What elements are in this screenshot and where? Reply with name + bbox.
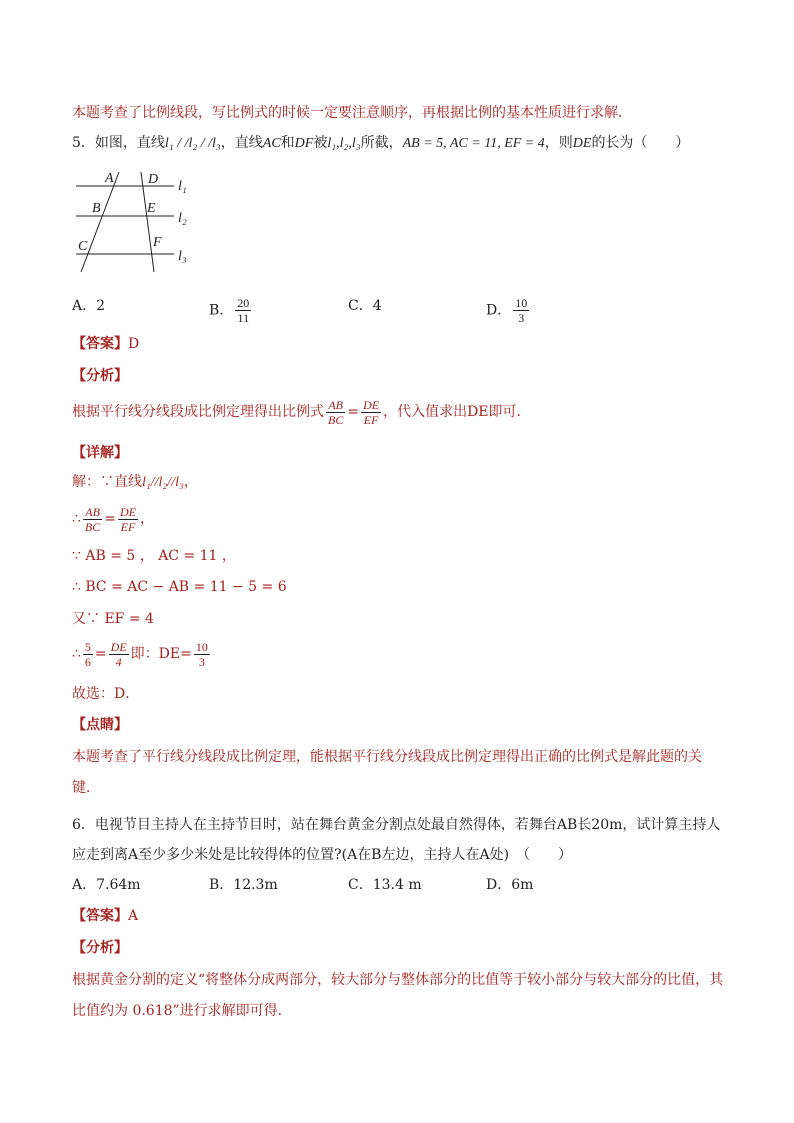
q6-option-c-value: 13.4 m (372, 877, 422, 893)
q5-option-a-label: A． (72, 298, 97, 314)
equals: = (104, 511, 116, 527)
label-l2: l₂ (178, 211, 187, 226)
q5-comment-tag: 【点睛】 (72, 717, 128, 733)
frac-den: 6 (84, 654, 91, 669)
detail-1c: ， (183, 474, 198, 490)
frac-den: EF (363, 412, 379, 427)
q5-analysis (72, 395, 531, 429)
q6-option-b-value: 12.3m (233, 877, 278, 893)
q5-given: AB = 5, AC = 11, EF = 4 (402, 136, 545, 151)
analysis-frac-2 (361, 398, 381, 427)
q5-detail-6 (72, 636, 212, 672)
q5-detail-3: ∵ AB = 5 ， AC = 11 ， (72, 548, 236, 564)
frac-num: 10 (195, 639, 208, 654)
q6-option-d-value: 6m (511, 877, 534, 893)
frac-num: 5 (84, 639, 91, 654)
label-e: E (147, 201, 156, 216)
intro-review: 本题考查了比例线段，写比例式的时候一定要注意顺序，再根据比例的基本性质进行求解． (72, 105, 632, 121)
frac-num: DE (120, 504, 136, 519)
frac-den: 11 (237, 311, 250, 325)
q6-option-c-label: C． (348, 877, 373, 893)
frac-den: BC (328, 412, 344, 427)
q5-lines: l₁,l₂,l₃ (327, 136, 361, 151)
answer-tag: 【答案】 (72, 336, 128, 352)
label-l3: l₃ (178, 249, 187, 264)
detail-frac-5 (194, 640, 210, 669)
q5-stem-a: 如图，直线 (94, 135, 165, 151)
q5-option-c (348, 296, 382, 316)
q6-option-a (72, 875, 141, 895)
q5-figure (72, 168, 202, 278)
q5-option-c-value: 4 (372, 298, 382, 314)
frac-den: EF (120, 519, 136, 534)
q6-option-a-value: 7.64m (96, 877, 141, 893)
frac-den: 4 (115, 654, 122, 669)
detail-6-mid: 即：DE= (130, 646, 192, 662)
q5-option-d (486, 296, 531, 325)
detail-frac-3 (83, 640, 93, 669)
q5-ask: 的长为（ ） (591, 135, 690, 151)
q5-comment-1: 本题考查了平行线分线段成比例定理，能根据平行线分线段成比例定理得出正确的比例式是解此题的关 (72, 749, 702, 765)
therefore: ∴ (72, 511, 81, 527)
q5-option-b-fraction (235, 296, 251, 325)
q5-option-a-value: 2 (96, 298, 106, 314)
q5-answer (72, 334, 139, 354)
q5-number: 5． (72, 135, 95, 151)
label-c: C (78, 239, 88, 254)
therefore: ∴ (72, 646, 81, 662)
q5-analysis-tag: 【分析】 (72, 368, 128, 384)
q5-comment-2: 键． (72, 780, 100, 796)
q6-stem-2: 应走到离A至少多少米处是比较得体的位置?(A在B左边，主持人在A处) （ ） (72, 847, 573, 863)
label-f: F (153, 235, 162, 250)
line-df (141, 172, 154, 272)
answer-value: D (128, 336, 140, 352)
q6-option-a-label: A． (72, 877, 97, 893)
q5-option-b (209, 296, 253, 325)
analysis-text-a: 根据平行线分线段成比例定理得出比例式 (72, 404, 324, 420)
line-ac (81, 172, 119, 272)
q6-analysis-1: 根据黄金分割的定义“将整体分成两部分，较大部分与整体部分的比值等于较小部分与较大部分的比值，其 (72, 972, 724, 988)
detail-frac-2 (118, 505, 138, 534)
detail-1a: 解：∵直线 (72, 474, 142, 490)
q6-analysis-tag: 【分析】 (72, 940, 128, 956)
detail-frac-4 (109, 640, 129, 669)
q5-detail-5: 又∵ EF = 4 (72, 611, 154, 627)
frac-num: DE (363, 397, 380, 412)
q6-option-d-label: D． (486, 877, 512, 893)
q5-option-a (72, 296, 105, 316)
q6-option-b (209, 875, 278, 895)
frac-num: AB (328, 397, 343, 412)
q5-df: DF (294, 136, 314, 151)
q5-option-c-label: C． (348, 298, 373, 314)
equals: = (94, 646, 107, 662)
label-l1: l₁ (178, 179, 187, 194)
equals: = (347, 404, 360, 420)
q6-answer (72, 906, 138, 926)
q5-and: 和 (280, 135, 295, 151)
comma: ， (140, 511, 154, 527)
q5-then: ，则 (544, 135, 573, 151)
q5-parallel: l₁ / /l₂ / /l₃ (164, 136, 221, 151)
answer-tag: 【答案】 (72, 908, 128, 924)
analysis-frac-1 (326, 398, 345, 427)
label-d: D (148, 172, 159, 187)
q5-detail-7: 故选：D． (72, 686, 140, 702)
q5-ac: AC (262, 136, 281, 151)
q5-stem (72, 133, 689, 154)
q5-option-d-fraction (513, 296, 529, 325)
label-a: A (105, 171, 114, 186)
q6-analysis-2: 比值约为 0.618”进行求解即可得． (72, 1003, 292, 1019)
q5-by: 被 (313, 135, 328, 151)
frac-den: BC (84, 519, 101, 534)
q5-detail-4: ∴ BC = AC − AB = 11 − 5 = 6 (72, 579, 287, 595)
frac-num: 20 (237, 296, 250, 310)
answer-value: A (128, 908, 139, 924)
q5-detail-1 (72, 472, 198, 493)
q5-stem-b: ，直线 (220, 135, 263, 151)
q5-de: DE (572, 136, 592, 151)
q6-option-b-label: B． (209, 877, 234, 893)
detail-1b: l₁//l₂//l₃ (142, 475, 184, 490)
q6-stem-1: 6．电视节目主持人在主持节目时，站在舞台黄金分割点处最自然得体，若舞台AB长20m，试计算主持人 (72, 817, 721, 833)
q5-detail-tag: 【详解】 (72, 445, 128, 461)
q6-option-c (348, 875, 422, 895)
q5-option-b-label: B． (209, 302, 234, 319)
q5-detail-2 (72, 502, 154, 536)
frac-num: AB (85, 504, 100, 519)
q6-option-d (486, 875, 533, 895)
frac-num: 10 (515, 296, 528, 310)
frac-den: 3 (198, 654, 205, 669)
frac-den: 3 (518, 311, 525, 325)
frac-num: DE (110, 639, 127, 654)
q5-option-d-label: D． (486, 302, 512, 319)
q5-cut: 所截， (360, 135, 403, 151)
detail-frac-1 (83, 505, 102, 534)
analysis-text-b: ，代入值求出DE即可． (383, 404, 531, 420)
label-b: B (92, 201, 101, 216)
